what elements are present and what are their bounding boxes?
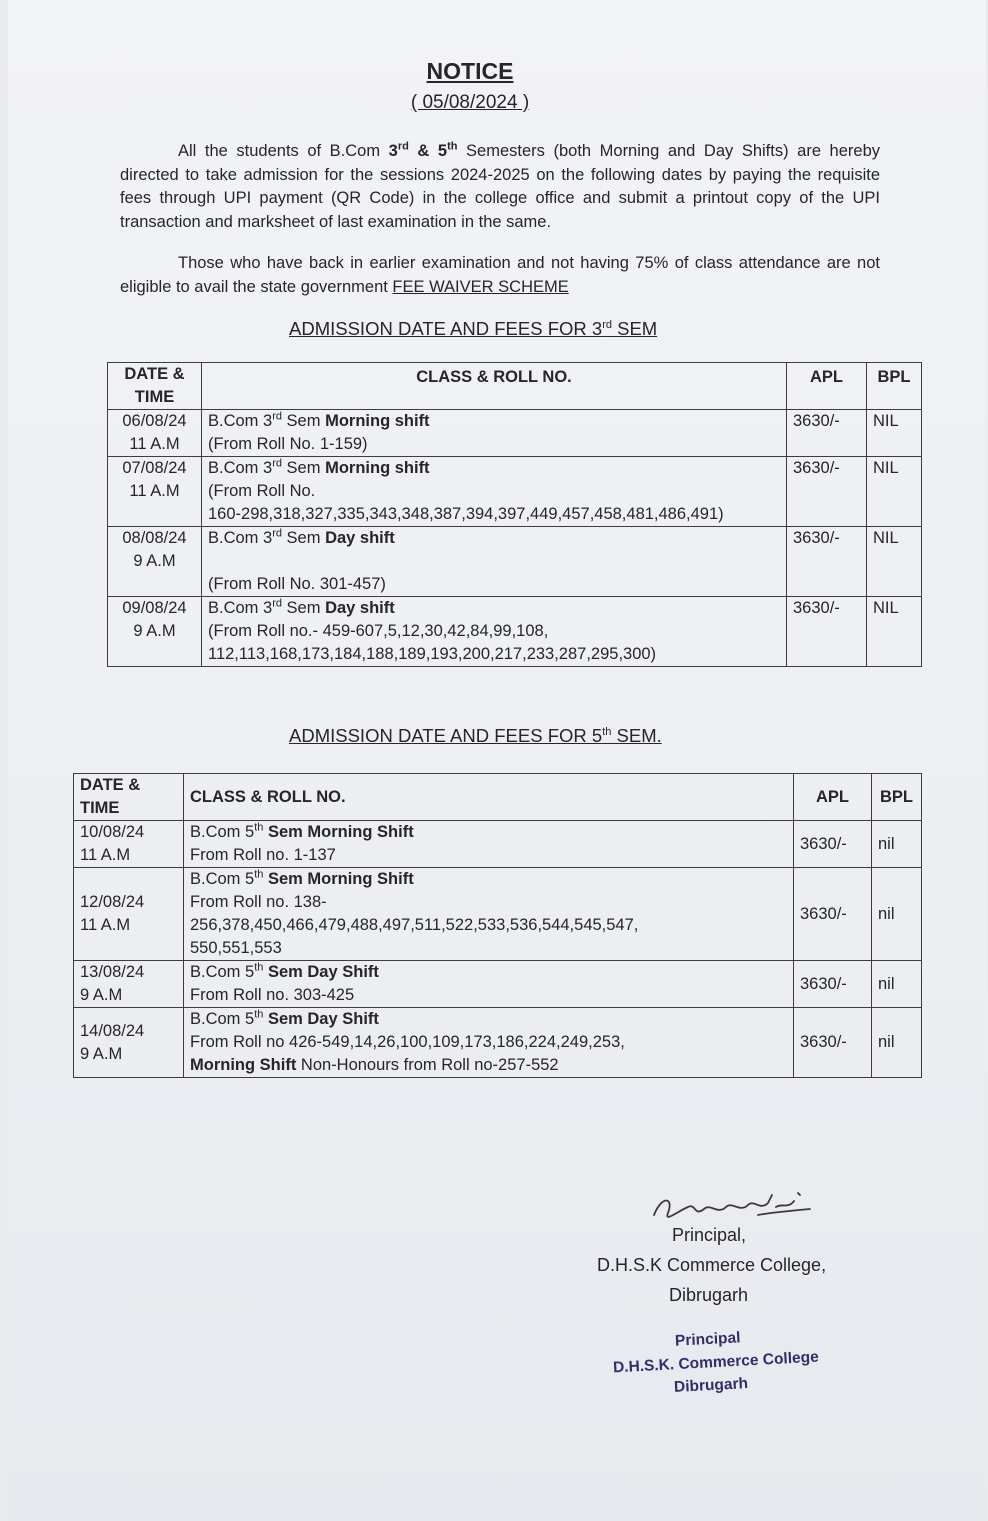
row-time: 11 A.M: [80, 916, 131, 934]
row-date: 12/08/24: [80, 893, 145, 911]
sem3-table: [107, 362, 922, 667]
apl-cell: 3630/-: [794, 1008, 872, 1078]
notice-paper: [8, 0, 986, 1521]
row-class-sem: Sem: [281, 599, 326, 617]
bpl-cell: nil: [872, 821, 922, 868]
class-cell: [184, 1008, 794, 1078]
date-cell: [108, 597, 202, 667]
row-class: B.Com 3: [208, 599, 273, 617]
row-shift: Day shift: [325, 599, 395, 617]
bpl-cell: NIL: [867, 410, 922, 457]
row-class: B.Com 5: [190, 1010, 255, 1028]
sem5-table: [73, 773, 922, 1078]
row-roll: (From Roll no.- 459-607,5,12,30,42,84,99,108,: [208, 622, 549, 640]
row-class-sup: rd: [272, 597, 282, 610]
header-apl: APL: [787, 363, 867, 410]
table-header-row: [108, 363, 922, 410]
table-row: [108, 597, 922, 667]
bpl-cell: NIL: [867, 457, 922, 527]
apl-cell: 3630/-: [787, 410, 867, 457]
row-date: 13/08/24: [80, 963, 145, 981]
date-cell: [74, 821, 184, 868]
bpl-cell: NIL: [867, 527, 922, 597]
apl-cell: 3630/-: [787, 597, 867, 667]
row-time: 9 A.M: [80, 1044, 123, 1063]
row-class-sup: th: [254, 961, 264, 974]
signature-place: Dibrugarh: [669, 1285, 749, 1305]
table-row: [74, 821, 922, 868]
date-cell: [108, 457, 202, 527]
class-cell: [202, 457, 787, 527]
row-shift: Sem Day Shift: [263, 963, 379, 981]
row-shift: Day shift: [325, 529, 395, 547]
stamp-place: Dibrugarh: [673, 1375, 749, 1396]
row-class-sup: rd: [272, 457, 282, 470]
header-class-roll: CLASS & ROLL NO.: [184, 774, 794, 821]
apl-cell: 3630/-: [794, 961, 872, 1008]
row-shift: Sem Day Shift: [263, 1010, 379, 1028]
p1-sup-th: th: [447, 140, 458, 153]
table-header-row: [74, 774, 922, 821]
row-roll-3: 550,551,553: [190, 939, 282, 957]
row-roll-2-shift: Morning Shift: [190, 1056, 297, 1074]
signature-scribble-icon: [648, 1185, 818, 1230]
apl-cell: 3630/-: [787, 457, 867, 527]
row-date: 14/08/24: [80, 1021, 145, 1040]
row-class-sem: Sem: [281, 529, 326, 547]
class-cell: [202, 597, 787, 667]
row-class-sup: th: [254, 1008, 264, 1021]
p1-sem5: & 5: [408, 142, 448, 160]
row-roll: (From Roll No.: [208, 482, 316, 500]
header-bpl: BPL: [872, 774, 922, 821]
p1-sup-rd: rd: [397, 140, 409, 153]
date-cell: [108, 410, 202, 457]
sem3-heading-sup: rd: [602, 318, 612, 331]
stamp-college: D.H.S.K. Commerce College: [612, 1348, 820, 1377]
notice-title: NOTICE: [426, 58, 514, 84]
class-cell: [202, 527, 787, 597]
row-roll: (From Roll No. 1-159): [208, 435, 368, 453]
fee-waiver-scheme-text: FEE WAIVER SCHEME: [392, 277, 569, 296]
row-roll-2: Non-Honours from Roll no-257-552: [296, 1056, 559, 1074]
paragraph-eligibility: [120, 252, 880, 299]
row-time: 11 A.M: [80, 846, 131, 864]
row-class-sup: rd: [272, 410, 282, 423]
row-class-sup: th: [254, 821, 264, 834]
row-shift: Sem Morning Shift: [263, 823, 414, 841]
date-cell: [108, 527, 202, 597]
row-class: B.Com 5: [190, 823, 255, 841]
row-roll: From Roll no. 303-425: [190, 986, 355, 1004]
p2-text: Those who have back in earlier examination and not having 75% of class attendance are not eligible to avail the state government: [120, 254, 880, 296]
row-date: 09/08/24: [122, 599, 187, 617]
bpl-cell: nil: [872, 961, 922, 1008]
date-cell: [74, 868, 184, 961]
row-roll-2: 160-298,318,327,335,343,348,387,394,397,449,457,458,481,486,491): [208, 505, 724, 523]
apl-cell: 3630/-: [794, 868, 872, 961]
sem5-heading-text: ADMISSION DATE AND FEES FOR 5: [289, 725, 603, 746]
row-class: B.Com 3: [208, 412, 273, 430]
header-date-time: DATE & TIME: [108, 363, 202, 410]
row-time: 9 A.M: [80, 986, 123, 1004]
row-shift: Morning shift: [325, 412, 430, 430]
table-row: [74, 868, 922, 961]
paragraph-instructions: [120, 140, 880, 234]
class-cell: [184, 868, 794, 961]
row-time: 9 A.M: [133, 552, 176, 570]
class-cell: [202, 410, 787, 457]
row-time: 11 A.M: [129, 482, 180, 500]
row-class: B.Com 5: [190, 963, 255, 981]
row-roll-2: 112,113,168,173,184,188,189,193,200,217,233,287,295,300): [208, 645, 657, 663]
notice-date: ( 05/08/2024 ): [410, 92, 530, 113]
sem5-heading: [289, 725, 662, 747]
row-date: 10/08/24: [80, 823, 145, 841]
signature-title: Principal,: [672, 1225, 747, 1245]
row-date: 06/08/24: [122, 412, 187, 430]
row-class-sem: Sem: [281, 412, 326, 430]
table-row: [108, 410, 922, 457]
stamp-title: Principal: [674, 1329, 741, 1350]
apl-cell: 3630/-: [794, 821, 872, 868]
row-roll: (From Roll No. 301-457): [208, 575, 386, 593]
table-row: [74, 961, 922, 1008]
class-cell: [184, 961, 794, 1008]
row-class-sup: th: [254, 868, 264, 881]
date-cell: [74, 1008, 184, 1078]
row-roll: From Roll no. 1-137: [190, 846, 336, 864]
table-row: [108, 457, 922, 527]
date-cell: [74, 961, 184, 1008]
row-shift: Morning shift: [325, 459, 430, 477]
row-time: 11 A.M: [129, 435, 180, 453]
apl-cell: 3630/-: [787, 527, 867, 597]
signature-college: D.H.S.K Commerce College,: [597, 1255, 827, 1275]
row-class: B.Com 5: [190, 870, 255, 888]
sem3-heading: [289, 318, 657, 340]
header-bpl: BPL: [867, 363, 922, 410]
p1-text-a: All the students of B.Com: [178, 142, 389, 160]
row-date: 07/08/24: [122, 459, 187, 477]
row-roll: From Roll no. 138-: [190, 893, 327, 911]
table-row: [108, 527, 922, 597]
row-class-sem: Sem: [281, 459, 326, 477]
row-class-sup: rd: [272, 527, 282, 540]
sem3-heading-text: ADMISSION DATE AND FEES FOR 3: [289, 318, 603, 339]
row-shift: Sem Morning Shift: [263, 870, 414, 888]
row-roll-2: 256,378,450,466,479,488,497,511,522,533,536,544,545,547,: [190, 916, 639, 934]
row-class: B.Com 3: [208, 459, 273, 477]
p1-sem3: 3: [388, 142, 398, 160]
row-class: B.Com 3: [208, 529, 273, 547]
table-row: [74, 1008, 922, 1078]
header-class-roll: CLASS & ROLL NO.: [202, 363, 787, 410]
row-date: 08/08/24: [122, 529, 187, 547]
bpl-cell: nil: [872, 868, 922, 961]
class-cell: [184, 821, 794, 868]
header-date-time: DATE & TIME: [74, 774, 184, 821]
sem5-heading-post: SEM.: [611, 725, 662, 746]
p1-text-d: Semesters (both Morning and Day Shifts) are hereby directed to take admission for the sessions 2024-2025 on the following dates by paying the requisite fees through UPI payment (QR Code) in the college office and submit a printout copy of the UPI transaction and marksheet of last examination in the same.: [120, 142, 881, 231]
bpl-cell: nil: [872, 1008, 922, 1078]
header-apl: APL: [794, 774, 872, 821]
sem3-heading-post: SEM: [611, 318, 658, 339]
row-time: 9 A.M: [133, 622, 176, 640]
row-roll: From Roll no 426-549,14,26,100,109,173,186,224,249,253,: [190, 1033, 625, 1051]
bpl-cell: NIL: [867, 597, 922, 667]
sem5-heading-sup: th: [602, 725, 612, 738]
